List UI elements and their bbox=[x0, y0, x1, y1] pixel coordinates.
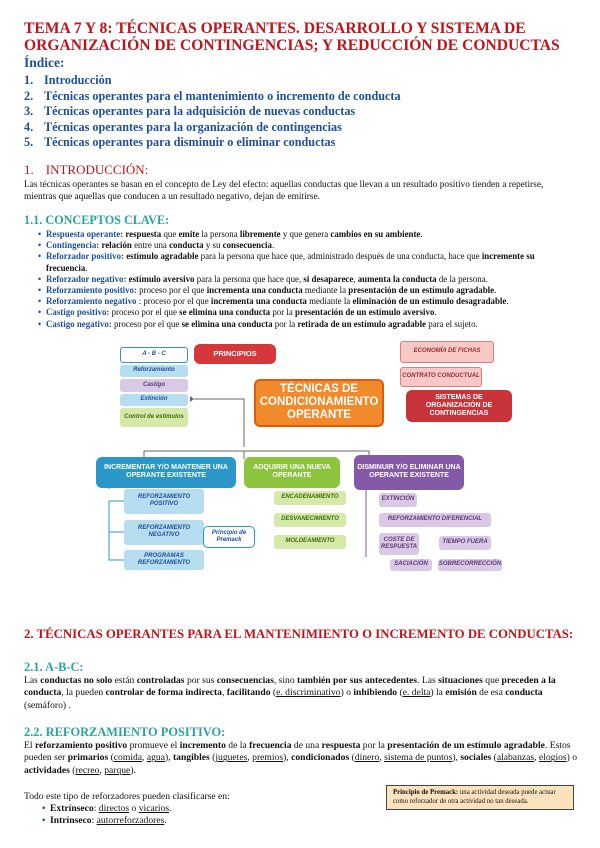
bold-text: también por sus antecedentes bbox=[297, 675, 418, 686]
bold-text: controladas bbox=[136, 675, 185, 686]
toc-item[interactable]: 1. Introducción bbox=[24, 73, 112, 87]
text-run: entre una bbox=[131, 240, 170, 251]
disminuir-box: DISMINUIR Y/O ELIMINAR UNA OPERANTE EXISTENTE bbox=[354, 455, 464, 490]
section2-heading: 2. TÉCNICAS OPERANTES PARA EL MANTENIMIENTO O INCREMENTO DE CONDUCTAS: bbox=[24, 627, 574, 641]
disminuir-item: SOBRECORRECCIÓN bbox=[438, 559, 502, 571]
toc-item[interactable]: 3. Técnicas operantes para la adquisición de nuevas conductas bbox=[24, 104, 356, 119]
text-run: . bbox=[434, 307, 437, 318]
bold-text: libremente bbox=[239, 228, 281, 239]
bold-text: sociales bbox=[460, 752, 492, 764]
text-run: ( bbox=[69, 764, 76, 776]
text-run: ( bbox=[209, 752, 216, 764]
underlined-text: elogios bbox=[538, 752, 567, 764]
adquirir-item: MOLDEAMIENTO bbox=[274, 535, 346, 549]
text-run: por sus bbox=[184, 675, 217, 686]
bold-text: emite bbox=[178, 228, 200, 239]
incrementar-item: REFORZAMIENTO NEGATIVO bbox=[124, 520, 204, 545]
disminuir-item: SACIACIÓN bbox=[390, 559, 432, 571]
principios-item: A - B - C bbox=[120, 347, 188, 363]
text-run: . bbox=[420, 228, 423, 239]
underlined-text: comida bbox=[113, 752, 143, 764]
text-run: que bbox=[161, 228, 179, 239]
underlined-text: autorreforzadores bbox=[96, 815, 165, 827]
bold-text: respuesta bbox=[321, 740, 361, 751]
concept-item bbox=[38, 229, 576, 240]
bold-text: estímulo aversivo bbox=[128, 273, 195, 284]
concept-term: Castigo negativo: bbox=[46, 318, 112, 329]
bold-text: presentación de un estímulo aversivo bbox=[295, 307, 435, 318]
text-run: , bbox=[142, 752, 147, 764]
text-run: . bbox=[164, 815, 167, 827]
text-run: y su bbox=[203, 240, 223, 251]
concept-item bbox=[38, 307, 576, 318]
bold-text: retirada de un estímulo agradable bbox=[297, 318, 426, 329]
text-run: proceso por el que bbox=[114, 318, 182, 329]
premack-box: Principio de Premack bbox=[203, 526, 255, 548]
text-run: ( bbox=[397, 687, 403, 699]
bold-text: preceden a la conducta bbox=[24, 675, 556, 699]
mind-map bbox=[94, 339, 514, 571]
adquirir-box: ADQUIRIR UNA NUEVA OPERANTE bbox=[244, 457, 340, 488]
toc-item[interactable]: 4. Técnicas operantes para la organización de contingencias bbox=[24, 119, 342, 134]
bold-text: consecuencias bbox=[216, 675, 274, 686]
bold-text: conductas no solo bbox=[40, 675, 113, 686]
incrementar-item: REFORZAMIENTO POSITIVO bbox=[124, 489, 204, 514]
text-run: ) la bbox=[430, 687, 446, 699]
text-run: , bbox=[247, 752, 253, 764]
text-run: están bbox=[112, 675, 137, 686]
bold-text: relación bbox=[101, 240, 132, 251]
text-run: mediante la bbox=[306, 296, 353, 307]
text-run: : bbox=[93, 803, 99, 814]
center-box: TÉCNICAS DE CONDICIONAMIENTO OPERANTE bbox=[254, 379, 384, 427]
reinforcer-type-item bbox=[42, 815, 372, 827]
text-run: ( bbox=[349, 752, 355, 764]
bold-text: conducta bbox=[505, 687, 543, 699]
underlined-text: sistema de puntos bbox=[384, 752, 453, 764]
bold-text: actividades bbox=[24, 764, 70, 776]
text-run: . bbox=[85, 262, 88, 273]
text-run: . Estos pueden ser bbox=[24, 740, 571, 764]
text-run: para el sujeto. bbox=[426, 318, 478, 329]
reinforcer-type-item bbox=[42, 803, 372, 815]
abc-paragraph bbox=[24, 675, 578, 712]
bold-text: tangibles bbox=[172, 752, 210, 764]
premack-note: Principio de Premack: una actividad deseada puede actuar como reforzador de otra actividad no tan deseada. bbox=[386, 785, 574, 810]
underlined-text: agua bbox=[146, 752, 165, 764]
text-run: , bbox=[534, 752, 539, 764]
incrementar-box: INCREMENTAR Y/O MANTENER UNA OPERANTE EXISTENTE bbox=[96, 457, 236, 488]
text-run: por la bbox=[270, 307, 296, 318]
intro-heading: 1. INTRODUCCIÓN: bbox=[24, 161, 149, 177]
disminuir-item: TIEMPO FUERA bbox=[439, 536, 491, 550]
concept-item bbox=[38, 285, 576, 296]
concept-item bbox=[38, 296, 576, 307]
underlined-text: parque bbox=[104, 764, 131, 776]
underlined-text: e. delta bbox=[402, 687, 431, 699]
concept-item bbox=[38, 240, 576, 251]
incrementar-item: PROGRAMAS REFORZAMIENTO bbox=[124, 550, 204, 570]
concept-item bbox=[38, 274, 576, 285]
text-run: ( bbox=[491, 752, 497, 764]
text-run: Las bbox=[24, 675, 41, 686]
text-run: . Las bbox=[417, 675, 439, 686]
text-run: (semáforo) . bbox=[24, 699, 71, 711]
concept-item bbox=[38, 319, 576, 330]
principios-item: Castigo bbox=[120, 379, 188, 392]
underlined-text: e. discriminativo bbox=[276, 687, 341, 699]
table-of-contents bbox=[24, 73, 576, 151]
text-run: por la bbox=[360, 740, 388, 751]
disminuir-item: REFORZAMIENTO DIFERENCIAL bbox=[379, 513, 491, 527]
concept-term: Contingencia: bbox=[46, 240, 100, 251]
text-run: . bbox=[494, 284, 497, 295]
bold-text: se elimina una conducta bbox=[181, 318, 273, 329]
text-run: de la persona. bbox=[436, 273, 488, 284]
text-run: ), bbox=[452, 752, 461, 764]
underlined-text: premios bbox=[252, 752, 284, 764]
text-run: : proceso por el que bbox=[138, 296, 211, 307]
bold-text: emisión bbox=[445, 687, 477, 699]
bold-text: consecuencia bbox=[222, 240, 272, 251]
text-run: El bbox=[24, 740, 35, 751]
adquirir-item: ENCADENAMIENTO bbox=[274, 491, 346, 505]
text-run: promueve el bbox=[127, 740, 180, 751]
bold-text: incremente su frecuencia bbox=[46, 251, 535, 273]
text-run: proceso por el que bbox=[139, 284, 207, 295]
bold-text: cambios en su ambiente bbox=[330, 228, 421, 239]
concept-term: Reforzamiento positivo: bbox=[46, 284, 137, 295]
text-run: o bbox=[129, 803, 139, 814]
bold-text: incrementa una conducta bbox=[206, 284, 303, 295]
reinforcer-types-list bbox=[28, 803, 372, 828]
bold-text: si desaparece bbox=[303, 273, 354, 284]
bold-text: facilitando bbox=[226, 687, 271, 699]
text-run: ). bbox=[130, 764, 136, 776]
text-run: ( bbox=[108, 752, 114, 764]
bold-text: estímulo agradable bbox=[126, 251, 199, 262]
bold-text: frecuencia bbox=[249, 740, 292, 751]
bold-text: incremento bbox=[179, 740, 226, 751]
text-run: de esa bbox=[476, 687, 506, 699]
underlined-text: dinero bbox=[354, 752, 380, 764]
index-heading: Índice: bbox=[24, 55, 65, 70]
text-run: para la persona que hace que, bbox=[194, 273, 304, 284]
text-run: ), bbox=[164, 752, 173, 764]
bold-text: controlar de forma indirecta bbox=[105, 687, 222, 699]
text-run: . bbox=[271, 240, 275, 251]
text-run: proceso por el que bbox=[111, 307, 180, 318]
concept-term: Reforzamiento negativo bbox=[46, 296, 137, 307]
text-run: , la pueden bbox=[61, 687, 106, 699]
bold-text: condicionados bbox=[291, 752, 350, 764]
principios-item: Control de estímulos bbox=[120, 408, 188, 427]
text-run: ) o bbox=[566, 752, 578, 764]
text-run: ) o bbox=[340, 687, 354, 699]
text-run: de la bbox=[225, 740, 250, 751]
text-run: ), bbox=[283, 752, 292, 764]
bold-text: respuesta bbox=[125, 228, 162, 239]
text-run: . bbox=[169, 803, 172, 814]
text-run: , bbox=[221, 687, 227, 699]
concept-term: Reforzador negativo: bbox=[46, 273, 127, 284]
bold-text: reforzamiento positivo bbox=[34, 740, 128, 751]
concept-item bbox=[38, 251, 576, 273]
text-run: , bbox=[99, 764, 105, 776]
underlined-text: juguetes bbox=[215, 752, 248, 764]
bold-text: presentación de un estímulo agradable bbox=[387, 740, 545, 751]
bold-text: aumenta la conducta bbox=[357, 273, 437, 284]
toc-item[interactable]: 5. Técnicas operantes para disminuir o eliminar conductas bbox=[24, 135, 336, 150]
bold-text: Extrínseco bbox=[50, 803, 94, 814]
underlined-text: vicarios bbox=[138, 803, 170, 814]
document-title: TEMA 7 Y 8: TÉCNICAS OPERANTES. DESARROLLO Y SISTEMA DE ORGANIZACIÓN DE CONTINGENCIAS; Y REDUCCIÓN DE CONDUCTAS bbox=[24, 20, 560, 54]
concept-term: Castigo positivo: bbox=[46, 307, 110, 318]
types-intro: Todo este tipo de reforzadores pueden clasificarse en: bbox=[24, 791, 230, 802]
intro-paragraph: Las técnicas operantes se basan en el concepto de Ley del efecto: aquellas conductas que llevan a un resultado positivo tienden a repetirse, mientras que aquellas que conducen a un resultado negativo, dejan de emitirse. bbox=[24, 179, 544, 202]
text-run: ( bbox=[270, 687, 277, 699]
text-run: la persona bbox=[199, 228, 240, 239]
concept-term: Respuesta operante: bbox=[46, 228, 124, 239]
toc-item[interactable]: 2. Técnicas operantes para el mantenimiento o incremento de conducta bbox=[24, 88, 401, 103]
bold-text: se elimina una conducta bbox=[179, 307, 271, 318]
disminuir-item: EXTINCIÓN bbox=[379, 493, 417, 507]
underlined-text: directos bbox=[98, 803, 130, 814]
text-run: , bbox=[353, 273, 358, 284]
contrato-box: CONTRATO CONDUCTUAL bbox=[400, 367, 482, 387]
underlined-text: alabanzas bbox=[496, 752, 535, 764]
bold-text: eliminación de un estímulo desagradable bbox=[352, 296, 507, 307]
text-run: que bbox=[482, 675, 502, 686]
sistemas-box: SISTEMAS DE ORGANIZACIÓN DE CONTINGENCIAS bbox=[406, 390, 512, 422]
adquirir-item: DESVANECIMIENTO bbox=[274, 513, 346, 527]
bold-text: incrementa una conducta bbox=[210, 296, 307, 307]
principios-item: Reforzamiento bbox=[120, 365, 188, 377]
text-run: , sino bbox=[273, 675, 298, 686]
concepts-list bbox=[24, 229, 576, 330]
bold-text: situaciones bbox=[438, 675, 483, 686]
bold-text: Intrínseco bbox=[50, 815, 92, 827]
text-run: , bbox=[379, 752, 385, 764]
principios-box: PRINCIPIOS bbox=[194, 344, 276, 364]
bold-text: presentación de un estímulo agradable bbox=[348, 284, 495, 295]
reinforcement-heading: 2.2. REFORZAMIENTO POSITIVO: bbox=[24, 725, 226, 739]
reinforcement-paragraph bbox=[24, 740, 578, 777]
bold-text: conducta bbox=[169, 240, 204, 251]
principios-item: Extinción bbox=[120, 394, 188, 406]
text-run: por la bbox=[272, 318, 298, 329]
concepts-heading: 1.1. CONCEPTOS CLAVE: bbox=[24, 212, 170, 227]
text-run: . bbox=[506, 296, 509, 307]
text-run: mediante la bbox=[302, 284, 349, 295]
abc-heading: 2.1. A-B-C: bbox=[24, 660, 84, 674]
text-run: para la persona que hace que, administrado después de una conducta, hace que bbox=[198, 251, 482, 262]
underlined-text: recreo bbox=[75, 764, 100, 776]
text-run: : bbox=[91, 815, 97, 827]
bold-text: primarios bbox=[67, 752, 109, 764]
text-run: y que genera bbox=[280, 228, 331, 239]
text-run: de una bbox=[291, 740, 322, 751]
bold-text: inhibiendo bbox=[353, 687, 398, 699]
concept-term: Reforzador positivo: bbox=[46, 251, 124, 262]
disminuir-item: COSTE DE RESPUESTA bbox=[379, 533, 419, 555]
economia-box: ECONOMÍA DE FICHAS bbox=[400, 341, 494, 363]
